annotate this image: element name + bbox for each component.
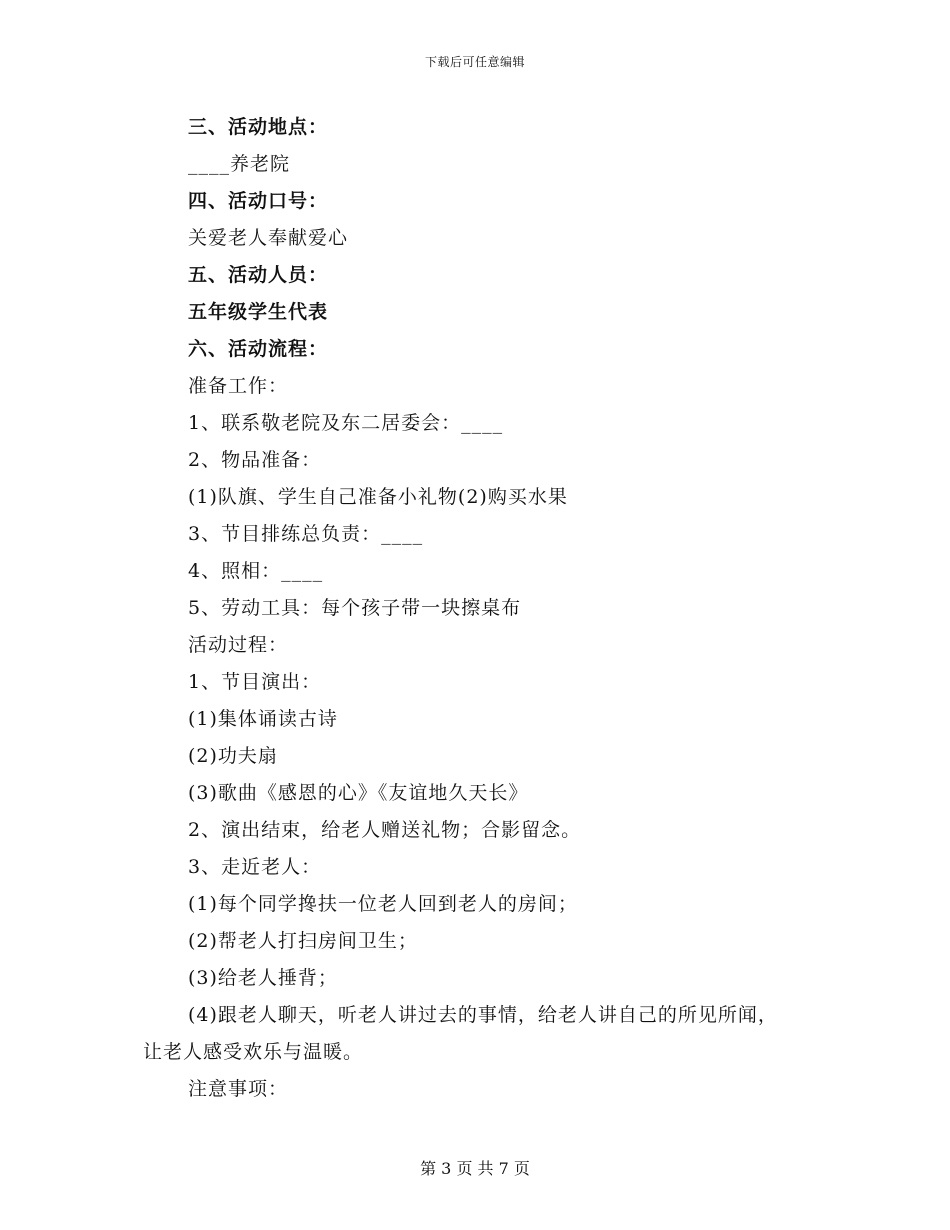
page-footer: 第 3 页 共 7 页	[420, 1159, 530, 1178]
paragraph-line: 3、走近老人：	[188, 856, 322, 878]
paragraph-line: 4、照相：____	[188, 560, 324, 582]
paragraph-line: (1)集体诵读古诗	[188, 708, 338, 730]
section-heading-location: 三、活动地点：	[188, 116, 329, 138]
paragraph-line: (1)队旗、学生自己准备小礼物(2)购买水果	[188, 486, 568, 508]
paragraph-line: 3、节目排练总负责：____	[188, 523, 424, 545]
paragraph-line: 准备工作：	[188, 375, 289, 397]
paragraph-line: 2、物品准备：	[188, 449, 322, 471]
section-heading-participants: 五、活动人员：	[188, 264, 329, 286]
paragraph-line: 1、联系敬老院及东二居委会：____	[188, 412, 504, 434]
paragraph-line: (4)跟老人聊天，听老人讲过去的事情，给老人讲自己的所见所闻，	[188, 1004, 778, 1026]
participants-text: 五年级学生代表	[188, 301, 329, 323]
paragraph-line: (3)给老人捶背；	[188, 967, 338, 989]
paragraph-line: 活动过程：	[188, 634, 289, 656]
paragraph-line: (3)歌曲《感恩的心》《友谊地久天长》	[188, 782, 529, 804]
paragraph-line: (1)每个同学搀扶一位老人回到老人的房间；	[188, 893, 578, 915]
paragraph-line-continued: 让老人感受欢乐与温暖。	[143, 1041, 364, 1063]
section-heading-slogan: 四、活动口号：	[188, 190, 329, 212]
paragraph-line: (2)功夫扇	[188, 745, 278, 767]
page-header: 下载后可任意编辑	[424, 55, 525, 69]
paragraph-line: 2、演出结束，给老人赠送礼物；合影留念。	[188, 819, 582, 841]
slogan-text: 关爱老人奉献爱心	[188, 227, 349, 249]
paragraph-line: 1、节目演出：	[188, 671, 322, 693]
section-heading-process: 六、活动流程：	[188, 338, 329, 360]
location-text: ____养老院	[188, 153, 291, 175]
paragraph-line: 注意事项：	[188, 1078, 289, 1100]
paragraph-line: 5、劳动工具：每个孩子带一块擦桌布	[188, 597, 522, 619]
paragraph-line: (2)帮老人打扫房间卫生；	[188, 930, 418, 952]
